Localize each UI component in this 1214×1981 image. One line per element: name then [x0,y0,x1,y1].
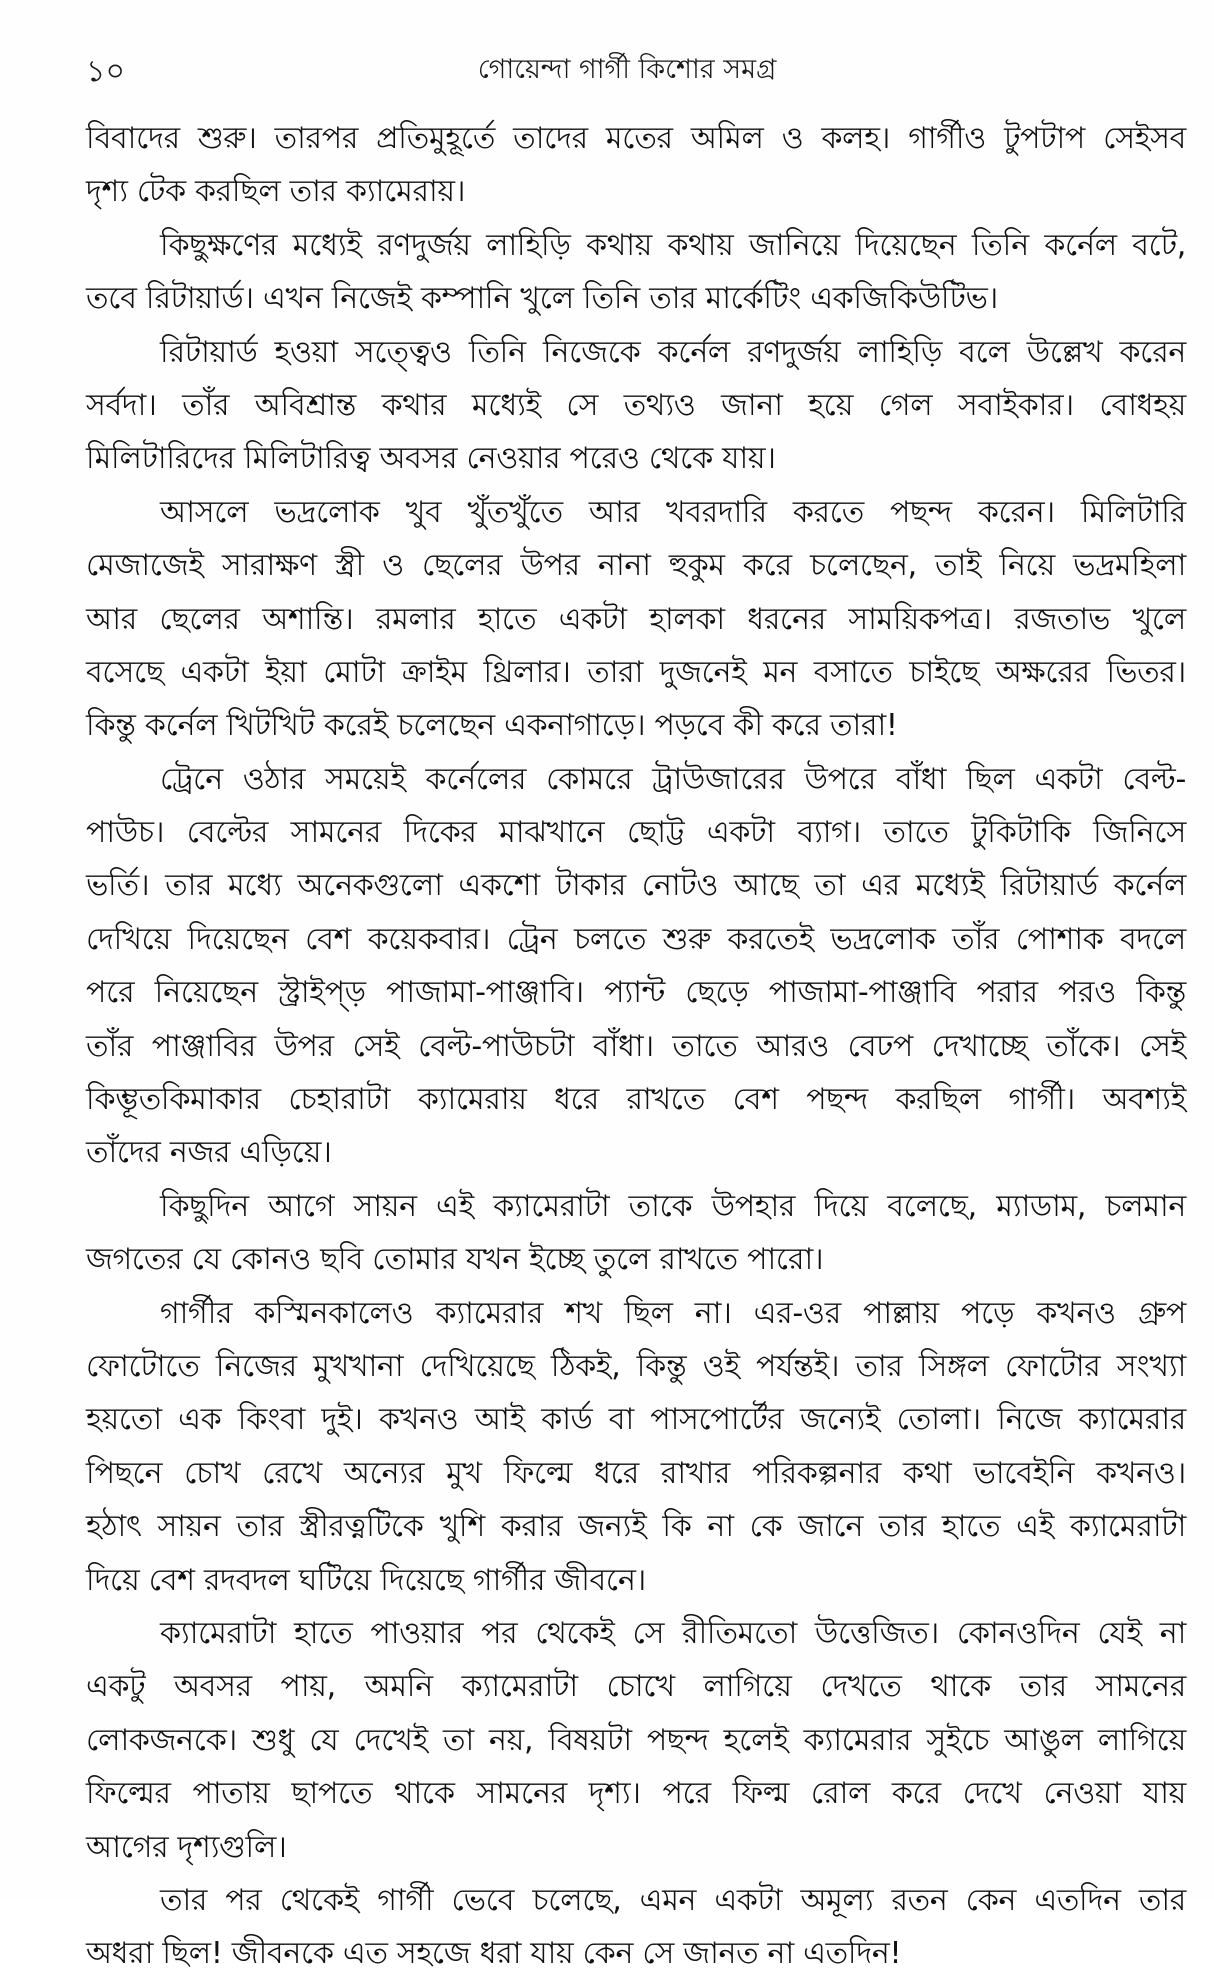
text-line: কিন্তু কর্নেল খিটখিট করেই চলেছেন একনাগাড়ে। পড়বে কী করে তারা! [86,708,898,744]
paragraph-first-line: আসলে ভদ্রলোক খুব খুঁতখুঁতে আর খবরদারি করতে পছন্দ করেন। মিলিটারি [160,494,1186,530]
text-line: বসেছে একটা ইয়া মোটা ক্রাইম থ্রিলার। তারা দুজনেই মন বসাতে চাইছে অক্ষরের ভিতর। [86,654,1186,690]
text-line: লোকজনকে। শুধু যে দেখেই তা নয়, বিষয়টা পছন্দ হলেই ক্যামেরার সুইচে আঙুল লাগিয়ে [86,1722,1186,1758]
text-line: হয়তো এক কিংবা দুই। কখনও আই কার্ড বা পাসপোর্টের জন্যেই তোলা। নিজে ক্যামেরার [86,1402,1186,1438]
page-number: ১০ [86,54,125,89]
text-line: আর ছেলের অশান্তি। রমলার হাতে একটা হালকা ধরনের সাময়িকপত্র। রজতাভ খুলে [86,601,1186,637]
text-line: সর্বদা। তাঁর অবিশ্রান্ত কথার মধ্যেই সে তথ্যও জানা হয়ে গেল সবাইকার। বোধহয় [86,387,1186,423]
text-line: ভর্তি। তার মধ্যে অনেকগুলো একশো টাকার নোটও আছে তা এর মধ্যেই রিটায়ার্ড কর্নেল [86,868,1186,904]
text-line: তাঁর পাঞ্জাবির উপর সেই বেল্ট-পাউচটা বাঁধা। তাতে আরও বেঢপ দেখাচ্ছে তাঁকে। সেই [86,1028,1186,1064]
paragraph-first-line: রিটায়ার্ড হওয়া সত্ত্বেও তিনি নিজেকে কর্নেল রণদুর্জয় লাহিড়ি বলে উল্লেখ করেন [160,334,1186,370]
text-line: দিয়ে বেশ রদবদল ঘটিয়ে দিয়েছে গার্গীর জীবনে। [86,1562,646,1598]
text-line: বিবাদের শুরু। তারপর প্রতিমুহূর্তে তাদের মতের অমিল ও কলহ। গার্গীও টুপটাপ সেইসব [86,121,1186,156]
text-line: ফোটোতে নিজের মুখখানা দেখিয়েছে ঠিকই, কিন্তু ওই পর্যন্তই। তার সিঙ্গল ফোটোর সংখ্যা [86,1348,1186,1384]
text-line: অধরা ছিল! জীবনকে এত সহজে ধরা যায় কেন সে জানত না এতদিন! [86,1936,902,1972]
text-line: হঠাৎ সায়ন তার স্ত্রীরত্নটিকে খুশি করার জন্যই কি না কে জানে তার হাতে এই ক্যামেরাটা [86,1509,1186,1545]
text-line: দৃশ্য টেক করছিল তার ক্যামেরায়। [86,174,466,210]
text-line: একটু অবসর পায়, অমনি ক্যামেরাটা চোখে লাগিয়ে দেখতে থাকে তার সামনের [86,1669,1186,1705]
paragraph-first-line: ক্যামেরাটা হাতে পাওয়ার পর থেকেই সে রীতিমতো উত্তেজিত। কোনওদিন যেই না [160,1615,1186,1651]
text-line: মেজাজেই সারাক্ষণ স্ত্রী ও ছেলের উপর নানা হুকুম করে চলেছেন, তাই নিয়ে ভদ্রমহিলা [86,548,1186,584]
text-line: দেখিয়ে দিয়েছেন বেশ কয়েকবার। ট্রেন চলতে শুরু করতেই ভদ্রলোক তাঁর পোশাক বদলে [86,921,1186,957]
text-line: মিলিটারিদের মিলিটারিত্ব অবসর নেওয়ার পরেও থেকে যায়। [86,441,776,477]
text-line: পিছনে চোখ রেখে অন্যের মুখ ফিল্মে ধরে রাখার পরিকল্পনার কথা ভাবেইনি কখনও। [86,1455,1186,1491]
running-head: গোয়েন্দা গার্গী কিশোর সমগ্র [477,54,777,85]
paragraph-first-line: ট্রেনে ওঠার সময়েই কর্নেলের কোমরে ট্রাউজারের উপরে বাঁধা ছিল একটা বেল্ট- [160,761,1186,797]
text-line: পরে নিয়েছেন স্ট্রাইপ্‌ড় পাজামা-পাঞ্জাবি। প্যান্ট ছেড়ে পাজামা-পাঞ্জাবি পরার পরও কিন্তু [86,975,1186,1011]
text-line: পাউচ। বেল্টের সামনের দিকের মাঝখানে ছোট্ট একটা ব্যাগ। তাতে টুকিটাকি জিনিসে [86,815,1186,851]
text-line: কিম্ভূতকিমাকার চেহারাটা ক্যামেরায় ধরে রাখতে বেশ পছন্দ করছিল গার্গী। অবশ্যই [86,1082,1186,1118]
text-line: আগের দৃশ্যগুলি। [86,1829,287,1865]
paragraph-first-line: গার্গীর কস্মিনকালেও ক্যামেরার শখ ছিল না। এর-ওর পাল্লায় পড়ে কখনও গ্রুপ [160,1295,1186,1331]
text-line: তাঁদের নজর এড়িয়ে। [86,1135,332,1171]
paragraph-first-line: কিছুদিন আগে সায়ন এই ক্যামেরাটা তাকে উপহার দিয়ে বলেছে, ম্যাডাম, চলমান [160,1188,1186,1224]
text-line: জগতের যে কোনও ছবি তোমার যখন ইচ্ছে তুলে রাখতে পারো। [86,1242,824,1278]
body-text [86,112,1186,1981]
paragraph-first-line: তার পর থেকেই গার্গী ভেবে চলেছে, এমন একটা অমূল্য রতন কেন এতদিন তার [160,1882,1186,1918]
paragraph-first-line: কিছুক্ষণের মধ্যেই রণদুর্জয় লাহিড়ি কথায় কথায় জানিয়ে দিয়েছেন তিনি কর্নেল বটে, [160,227,1186,263]
text-line: ফিল্মের পাতায় ছাপতে থাকে সামনের দৃশ্য। পরে ফিল্ম রোল করে দেখে নেওয়া যায় [86,1776,1186,1812]
text-line: তবে রিটায়ার্ড। এখন নিজেই কম্পানি খুলে তিনি তার মার্কেটিং একজিকিউটিভ। [86,281,998,317]
